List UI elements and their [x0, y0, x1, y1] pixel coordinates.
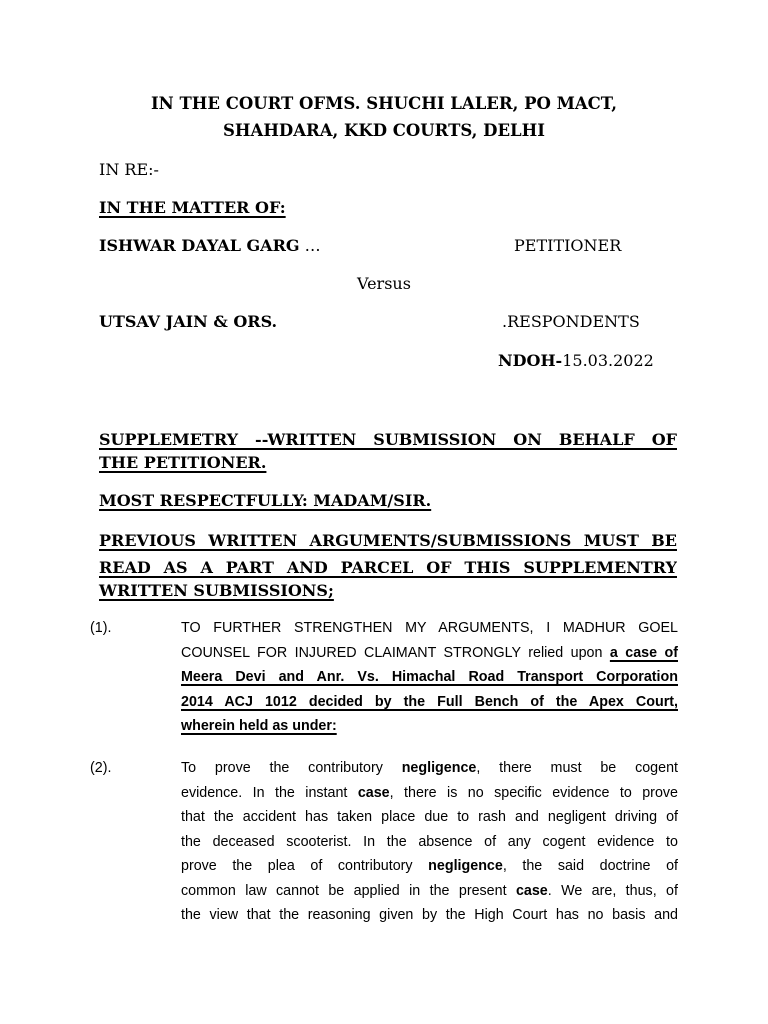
matter-label: IN THE MATTER OF: [99, 198, 286, 217]
ndoh-label: NDOH- [498, 351, 563, 370]
paragraph-1-line-4: 2014 ACJ 1012 decided by the Full Bench of the Apex Court, [181, 693, 678, 710]
paragraph-2-line-7: the view that the reasoning given by the High Court has no basis and [181, 907, 678, 923]
petitioner-name: ISHWAR DAYAL GARG [99, 236, 300, 255]
petitioner-role: PETITIONER [514, 236, 622, 255]
court-title-line-2: SHAHDARA, KKD COURTS, DELHI [223, 121, 545, 140]
versus-label: Versus [357, 274, 411, 293]
salutation: MOST RESPECTFULLY: MADAM/SIR. [99, 491, 432, 510]
ndoh-date: 15.03.2022 [562, 351, 654, 370]
paragraph-2-line-5 [181, 854, 678, 879]
paragraph-number: (2). [90, 760, 112, 776]
ndoh-line [498, 351, 654, 370]
text-run-bold: case [515, 882, 548, 899]
previous-line-1: PREVIOUS WRITTEN ARGUMENTS/SUBMISSIONS MUST BE [99, 531, 677, 550]
previous-line-2: READ AS A PART AND PARCEL OF THIS SUPPLEMENTRY [99, 558, 677, 577]
paragraph-1-line-2-plain: COUNSEL FOR INJURED CLAIMANT STRONGLY relied upon [181, 644, 610, 661]
paragraph-1-line-2-bold: a case of [609, 644, 678, 661]
text-run-bold: case [357, 784, 390, 801]
paragraph-2 [181, 756, 678, 928]
text-run: To prove the contributory [181, 760, 402, 776]
text-run: , there must be cogent [476, 760, 678, 776]
text-run: evidence. In the instant [181, 784, 358, 801]
paragraph-2-line-6 [181, 879, 678, 904]
submission-heading-line-1: SUPPLEMETRY --WRITTEN SUBMISSION ON BEHALF OF [99, 430, 677, 449]
paragraph-2-line-1 [181, 756, 678, 781]
text-run-bold: negligence [401, 760, 477, 776]
previous-submissions-note [99, 527, 677, 581]
text-run-bold: negligence [428, 858, 503, 874]
paragraph-1-line-1: TO FURTHER STRENGTHEN MY ARGUMENTS, I MADHUR GOEL [181, 620, 678, 636]
in-re-label: IN RE:- [99, 160, 159, 179]
text-run: , the said doctrine of [502, 858, 678, 874]
submission-heading-line-2: THE PETITIONER. [99, 453, 267, 472]
paragraph-1-line-3: Meera Devi and Anr. Vs. Himachal Road Transport Corporation [181, 669, 678, 685]
petitioner-dots: … [299, 236, 321, 255]
paragraph-2-line-4: the deceased scooterist. In the absence of any cogent evidence to [181, 833, 678, 850]
respondent-role: .RESPONDENTS [502, 312, 640, 331]
previous-line-3: WRITTEN SUBMISSIONS; [99, 581, 334, 600]
text-run: prove the plea of contributory [181, 858, 429, 874]
text-run: common law cannot be applied in the present [181, 882, 516, 899]
paragraph-2-line-3: that the accident has taken place due to rash and negligent driving of [181, 809, 678, 825]
court-title-line-1: IN THE COURT OFMS. SHUCHI LALER, PO MACT, [150, 94, 618, 113]
paragraph-2-line-2 [181, 781, 678, 806]
paragraph-1 [181, 616, 678, 739]
text-run: . We are, thus, of [547, 882, 678, 899]
respondent-name: UTSAV JAIN & ORS. [99, 312, 278, 331]
submission-heading [99, 426, 677, 453]
paragraph-1-line-5: wherein held as under: [181, 718, 337, 734]
paragraph-number: (1). [90, 620, 112, 636]
paragraph-1-line-2 [181, 641, 678, 666]
petitioner-line [99, 236, 321, 255]
text-run: , there is no specific evidence to prove [389, 784, 678, 801]
